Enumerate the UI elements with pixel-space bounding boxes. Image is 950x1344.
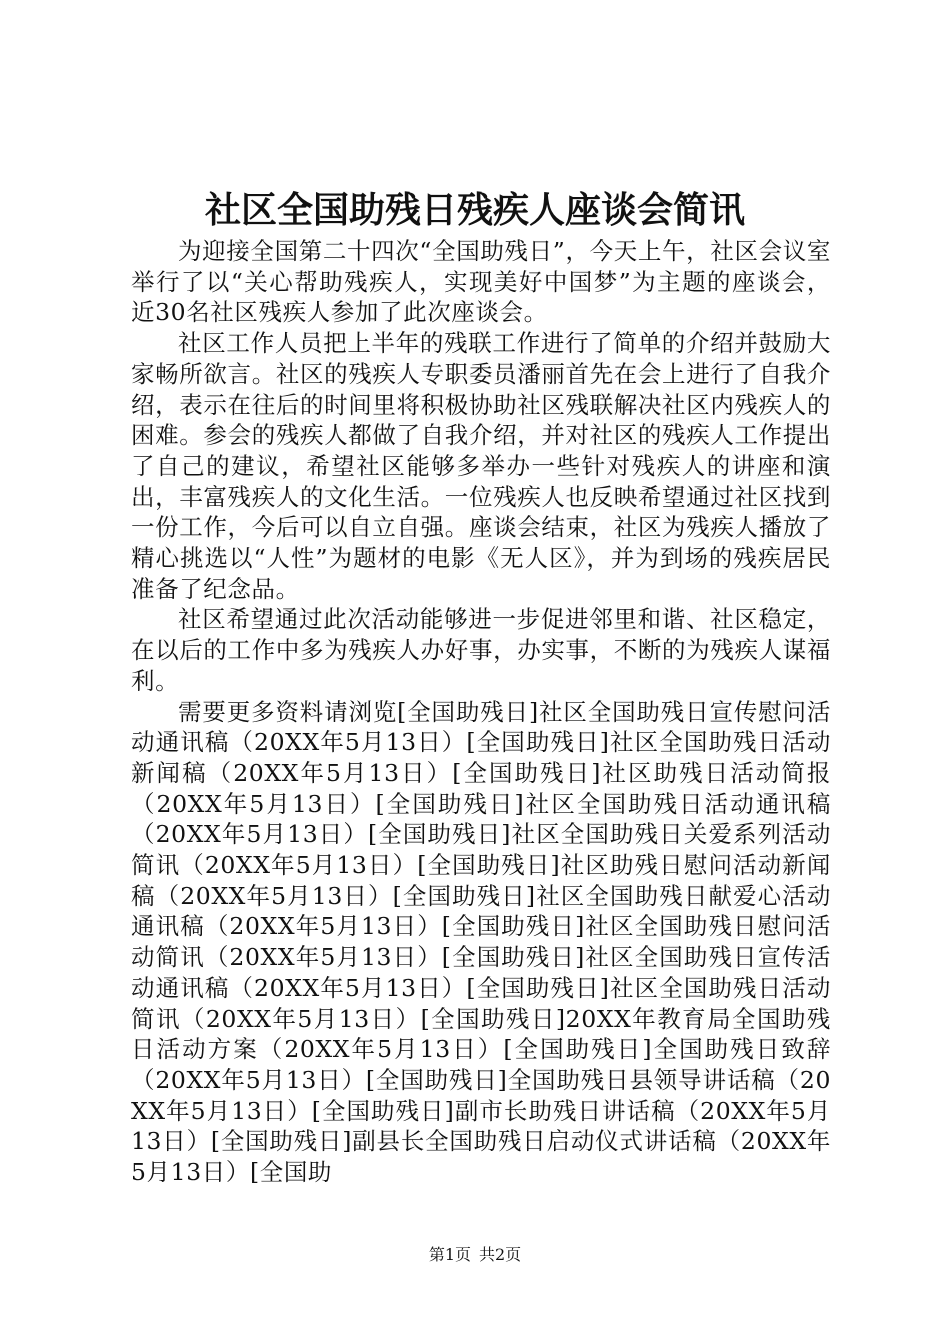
- paragraph-intro: 为迎接全国第二十四次“全国助残日”，今天上午，社区会议室举行了以“关心帮助残疾人，实现美好中国梦”为主题的座谈会，近30名社区残疾人参加了此次座谈会。: [131, 237, 831, 327]
- page-number-current: 第1页: [428, 1245, 471, 1264]
- page-footer: [0, 1245, 950, 1265]
- document-body: [131, 236, 831, 1188]
- document-title: 社区全国助残日残疾人座谈会简讯: [204, 189, 745, 231]
- page-number-total: 共2页: [479, 1245, 522, 1264]
- paragraph-conclusion: 社区希望通过此次活动能够进一步促进邻里和谐、社区稳定，在以后的工作中多为残疾人办好事，办实事，不断的为残疾人谋福利。: [131, 605, 831, 695]
- paragraph-related-links: 需要更多资料请浏览[全国助残日]社区全国助残日宣传慰问活动通讯稿（20XX年5月13日）[全国助残日]社区全国助残日活动新闻稿（20XX年5月13日）[全国助残日]社区助残日活动简报（20XX年5月13日）[全国助残日]社区全国助残日活动通讯稿（20XX年5月13日）[全国助残日]社区全国助残日关爱系列活动简讯（20XX年5月13日）[全国助残日]社区助残日慰问活动新闻稿（20XX年5月13日）[全国助残日]社区全国助残日献爱心活动通讯稿（20XX年5月13日）[全国助残日]社区全国助残日慰问活动简讯（20XX年5月13日）[全国助残日]社区全国助残日宣传活动通讯稿（20XX年5月13日）[全国助残日]社区全国助残日活动简讯（20XX年5月13日）[全国助残日]20XX年教育局全国助残日活动方案（20XX年5月13日）[全国助残日]全国助残日致辞（20XX年5月13日）[全国助残日]全国助残日县领导讲话稿（20XX年5月13日）[全国助残日]副市长助残日讲话稿（20XX年5月13日）[全国助残日]副县长全国助残日启动仪式讲话稿（20XX年5月13日）[全国助: [131, 697, 831, 1187]
- paragraph-meeting-details: 社区工作人员把上半年的残联工作进行了简单的介绍并鼓励大家畅所欲言。社区的残疾人专职委员潘丽首先在会上进行了自我介绍，表示在往后的时间里将积极协助社区残联解决社区内残疾人的困难。参会的残疾人都做了自我介绍，并对社区的残疾人工作提出了自己的建议，希望社区能够多举办一些针对残疾人的讲座和演出，丰富残疾人的文化生活。一位残疾人也反映希望通过社区找到一份工作，今后可以自立自强。座谈会结束，社区为残疾人播放了精心挑选以“人性”为题材的电影《无人区》，并为到场的残疾居民准备了纪念品。: [131, 329, 831, 603]
